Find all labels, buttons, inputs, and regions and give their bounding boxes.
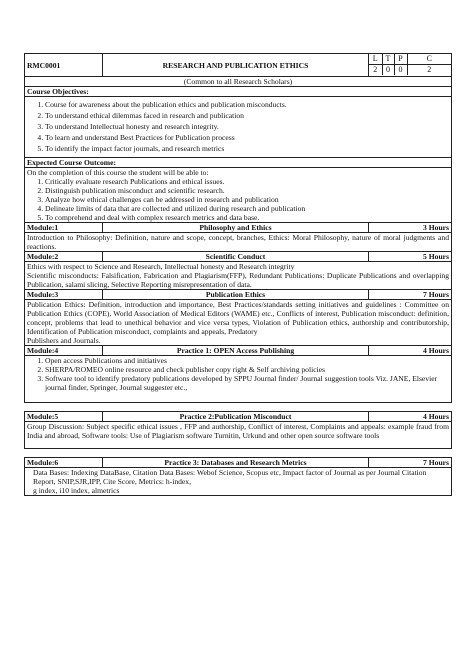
outcomes-intro: On the completion of this course the student will be able to: [27,168,209,177]
objectives-heading-row [25,87,452,97]
objective-item: 3. To understand Intellectual honesty and research integrity. [45,122,449,131]
module-hours: 3 Hours [369,223,452,233]
module-2-body [25,262,452,290]
outcomes-row [25,168,452,223]
module-title: Scientific Conduct [103,252,369,262]
module-2-header [25,252,452,262]
course-code: RMC0001 [25,54,103,77]
module-1-body [25,233,452,252]
ltpc-label-l: L [369,54,382,65]
ltpc-label-t: T [382,54,394,65]
module-content-line: Ethics with respect to Science and Research, Intellectual honesty and Research integrity [27,262,295,271]
module-label: Module:3 [25,290,103,300]
module-5-body [25,422,452,449]
module-title: Publication Ethics [103,290,369,300]
module-label: Module:5 [25,412,103,422]
syllabus-table [24,53,452,496]
objective-item: 1. Course for awareness about the publication ethics and publication misconducts. [45,100,449,109]
objective-item: 2. To understand ethical dilemmas faced in research and publication [45,111,449,120]
objective-item: 4. To learn and understand Best Practices for Publication process [45,133,449,142]
subtitle-row [25,77,452,87]
module-6-body [25,468,452,496]
module-6-header [25,458,452,468]
ltpc-label-p: P [394,54,407,65]
outcomes-list [27,177,449,222]
module-3-header [25,290,452,300]
module-title: Practice 2:Publication Misconduct [103,412,369,422]
module-list-item: 2. SHERPA/ROMEO online resource and check publisher copy right & Self archiving policies [45,365,449,374]
module-hours: 5 Hours [369,252,452,262]
module-content: Introduction to Philosophy: Definition, nature and scope, concept, branches, Ethics: Moral Philosophy, nature of moral judgments and reactions. [25,233,452,252]
module-5-header [25,412,452,422]
module-4-body [25,356,452,403]
module-4-list [27,356,449,392]
module-title: Practice 1: OPEN Access Publishing [103,346,369,356]
module-content-line: Publication Ethics: Definition, introduction and importance, Best Practices/standards setting initiatives and guidelines : Committee on Publication Ethics (COPE), World Association of Medical Editors (WAME) etc., Conflicts of interest, Publication misconduct: definition, concept, problems that lead to unethical behavior and vice versa types, Violation of Publication ethics, authorship and contributorship, Identification of Publication misconduct, complaints and appeals, Predatory [27,300,449,336]
outcome-item: 4. Delineate limits of data that are collected and utilized during research and publication [45,204,449,213]
outcome-item: 1. Critically evaluate research Publications and ethical issues. [45,177,449,186]
ltpc-value-c: 2 [407,65,451,76]
module-label: Module:6 [25,458,103,468]
ltpc-table [369,54,451,75]
syllabus-sheet [24,53,451,496]
module-label: Module:2 [25,252,103,262]
module-label: Module:1 [25,223,103,233]
module-hours: 7 Hours [369,290,452,300]
ltpc-label-c: C [407,54,451,65]
outcome-item: 5. To comprehend and deal with complex research metrics and data base. [45,213,449,222]
outcome-item: 3. Analyze how ethical challenges can be addressed in research and publication [45,195,449,204]
objectives-list [27,100,449,153]
module-label: Module:4 [25,346,103,356]
course-title: RESEARCH AND PUBLICATION ETHICS [103,54,369,77]
module-content-line: g index, i10 index, almetrics [33,486,120,495]
module-title: Philosophy and Ethics [103,223,369,233]
module-3-body [25,300,452,346]
module-content-line: Publishers and Journals. [27,336,101,345]
module-hours: 4 Hours [369,346,452,356]
spacer-row [25,449,452,458]
course-header-row [25,54,452,77]
outcomes-heading-row [25,158,452,168]
module-hours: 7 Hours [369,458,452,468]
module-content-line: Data Bases: Indexing DataBase, Citation Data Bases: Webof Science, Scopus etc, Impact factor of Journal as per Journal Citation Report, SNIP,SJR,IPP, Cite Score, Metrics: h-index, [33,468,427,486]
module-content-line: Scientific misconducts: Falsification, Fabrication and Plagiarism(FFP), Redundant Publications: Duplicate Publications and overlapping Publication, salami slicing, Selective Reporting misrepresentation of data. [27,271,449,289]
objectives-heading: Course Objectives: [25,87,452,97]
ltpc-value-p: 0 [394,65,407,76]
module-4-header [25,346,452,356]
module-title: Practice 3: Databases and Research Metrics [103,458,369,468]
outcome-item: 2. Distinguish publication misconduct and scientific research. [45,186,449,195]
module-list-item: 1. Open access Publications and initiatives [45,356,449,365]
course-subtitle: (Common to all Research Scholars) [25,77,452,87]
outcomes-heading: Expected Course Outcome: [25,158,452,168]
ltpc-value-t: 0 [382,65,394,76]
module-content: Group Discussion: Subject specific ethical issues , FFP and authorship, Conflict of interest, Complaints and appeals: example fraud from India and abroad, Software tools: Use of Plagiarism software Turnitin, Urkund and other open source software tools [25,422,452,449]
objective-item: 5. To identify the impact factor journals, and research metrics [45,144,449,153]
module-1-header [25,223,452,233]
module-hours: 4 Hours [369,412,452,422]
ltpc-cell [369,54,452,77]
ltpc-value-l: 2 [369,65,382,76]
objectives-row [25,97,452,158]
module-list-item: 3. Software tool to identify predatory publications developed by SPPU Journal finder/ Journal suggestion tools Viz. JANE, Elsevier journal finder, Springer, Journal suggester etc., [45,374,449,392]
spacer-row [25,403,452,412]
